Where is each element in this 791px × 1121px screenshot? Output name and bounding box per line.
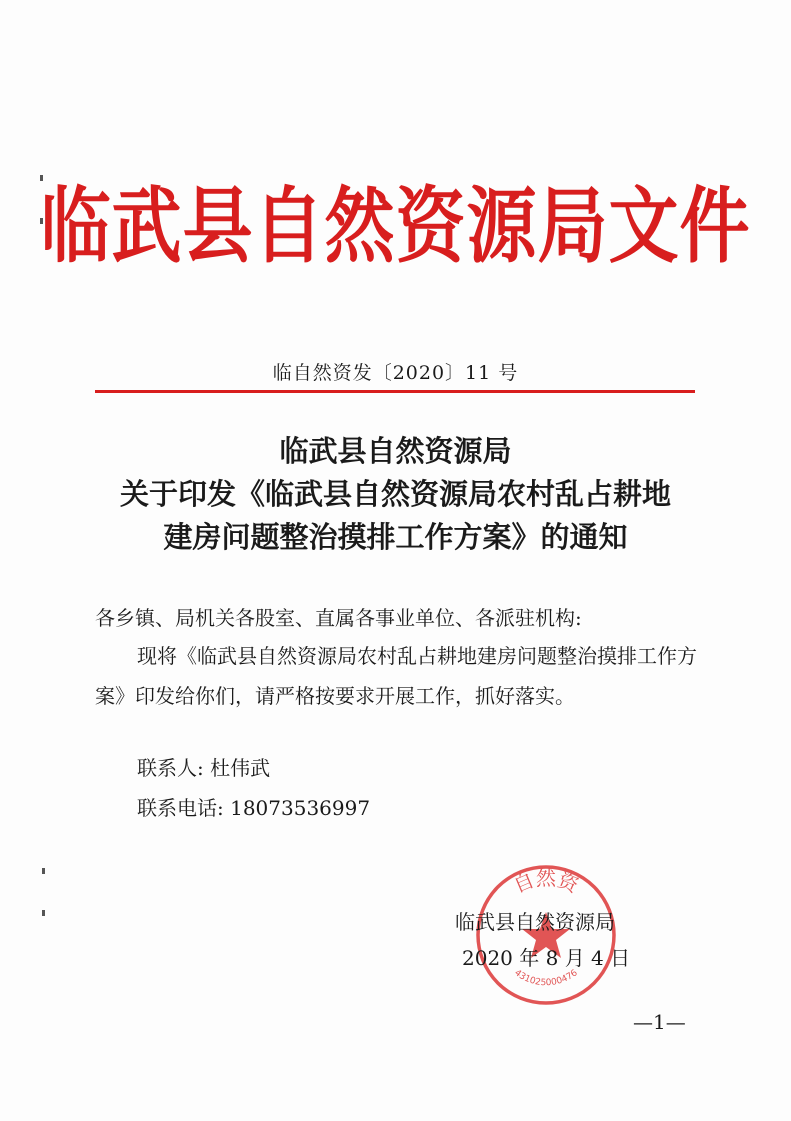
document-number: 临自然资发〔2020〕11 号 <box>272 362 519 384</box>
red-divider <box>95 390 695 393</box>
notice-title-line: 建房问题整治摸排工作方案》的通知 <box>163 520 628 554</box>
signature-date: 2020 年 8 月 4 日 <box>462 946 631 970</box>
body-paragraph: 现将《临武县自然资源局农村乱占耕地建房问题整治摸排工作方案》印发给你们，请严格按要求开展工作，抓好落实。 <box>95 644 697 708</box>
margin-mark <box>42 910 45 916</box>
seal-text: 自然资 <box>509 866 583 898</box>
contact-person: 联系人: 杜伟武 <box>137 756 271 780</box>
notice-title <box>0 430 791 559</box>
seal-code: 431025000476 <box>512 968 580 989</box>
document-header-title: 临武县自然资源局文件 <box>40 177 751 275</box>
margin-mark <box>42 868 45 874</box>
official-seal-icon <box>473 862 619 1008</box>
contact-phone: 联系电话: 18073536997 <box>137 796 371 820</box>
signer-organization: 临武县自然资源局 <box>455 910 615 934</box>
addressee: 各乡镇、局机关各股室、直属各事业单位、各派驻机构: <box>95 606 582 630</box>
notice-title-line: 临武县自然资源局 <box>279 434 512 468</box>
notice-title-line: 关于印发《临武县自然资源局农村乱占耕地 <box>119 477 671 511</box>
page-number: —1— <box>633 1010 686 1034</box>
